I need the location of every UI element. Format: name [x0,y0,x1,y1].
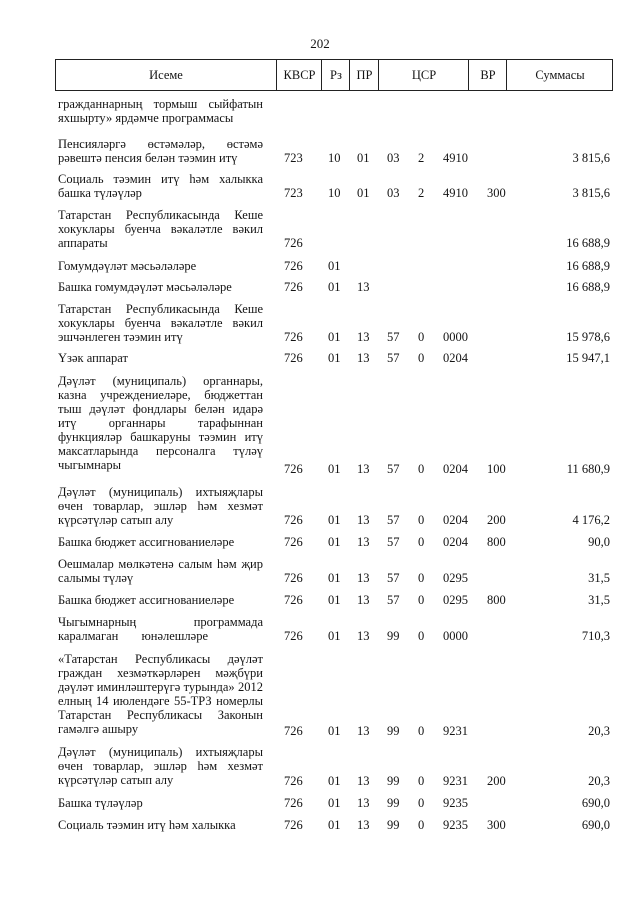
header-kvsr: КВСР [276,60,322,90]
cell-csr-1: 99 [387,774,400,788]
row-description: Татарстан Республикасында Кеше хокуклары буенча вәкаләтле вәкил аппараты [58,208,263,250]
cell-kvsr: 726 [284,259,303,273]
cell-vr: 800 [487,593,506,607]
cell-pr: 13 [357,629,370,643]
cell-csr-2: 0 [418,535,425,549]
row-description: Башка бюджет ассигнованиеләре [58,593,235,607]
cell-kvsr: 726 [284,796,303,810]
row-description: Гомумдәүләт мәсьәләләре [58,259,197,273]
cell-csr-1: 99 [387,629,400,643]
cell-kvsr: 723 [284,186,303,200]
cell-pr: 13 [357,571,370,585]
cell-csr-2: 2 [418,186,425,200]
row-description: Оешмалар мөлкәтенә салым һәм җир салымы түләү [58,557,263,585]
header-rz: Рз [321,60,350,90]
cell-kvsr: 726 [284,818,303,832]
cell-pr: 01 [357,151,370,165]
cell-pr: 13 [357,513,370,527]
cell-rz: 01 [328,571,341,585]
cell-sum: 90,0 [588,535,610,549]
cell-rz: 01 [328,774,341,788]
cell-rz: 01 [328,796,341,810]
cell-csr-1: 57 [387,330,400,344]
row-description: Чыгымнарның программада каралмаган юнәлешләре [58,615,263,643]
header-pr: ПР [349,60,379,90]
row-description: Социаль тәэмин итү һәм халыкка башка түләүләр [58,172,263,200]
cell-rz: 01 [328,351,341,365]
cell-csr-3: 9235 [443,818,468,832]
cell-csr-2: 0 [418,330,425,344]
cell-sum: 15 947,1 [566,351,610,365]
cell-vr: 300 [487,818,506,832]
cell-csr-1: 57 [387,351,400,365]
cell-csr-3: 9231 [443,724,468,738]
cell-sum: 4 176,2 [572,513,610,527]
cell-rz: 01 [328,724,341,738]
cell-sum: 20,3 [588,724,610,738]
cell-sum: 16 688,9 [566,236,610,250]
cell-kvsr: 726 [284,593,303,607]
cell-csr-2: 0 [418,513,425,527]
cell-sum: 20,3 [588,774,610,788]
row-description: Дәүләт (муниципаль) ихтыяҗлары өчен товарлар, эшләр һәм хезмәт күрсәтүләр сатып алу [58,485,263,527]
cell-sum: 690,0 [581,818,610,832]
cell-csr-1: 57 [387,462,400,476]
cell-csr-2: 0 [418,462,425,476]
cell-sum: 3 815,6 [572,151,610,165]
cell-csr-3: 4910 [443,151,468,165]
cell-vr: 200 [487,513,506,527]
header-vr: ВР [468,60,507,90]
row-description: Башка бюджет ассигнованиеләре [58,535,235,549]
cell-csr-3: 0000 [443,629,468,643]
cell-csr-2: 0 [418,774,425,788]
cell-kvsr: 726 [284,535,303,549]
cell-kvsr: 726 [284,280,303,294]
cell-sum: 710,3 [581,629,610,643]
cell-kvsr: 723 [284,151,303,165]
row-description: Башка гомумдәүләт мәсьәләләре [58,280,232,294]
cell-csr-1: 57 [387,535,400,549]
cell-csr-3: 0204 [443,513,468,527]
cell-pr: 13 [357,280,370,294]
cell-kvsr: 726 [284,462,303,476]
cell-csr-2: 0 [418,818,425,832]
cell-csr-3: 0204 [443,535,468,549]
cell-pr: 01 [357,186,370,200]
cell-kvsr: 726 [284,629,303,643]
cell-csr-1: 57 [387,513,400,527]
table-header [55,59,613,91]
row-description: «Татарстан Республикасы дәүләт граждан хезмәткәрләрен мәҗбүри дәүләт иминләштерүгә турында» 2012 елның 14 июлендәге 55-ТРЗ номерлы Татарстан Республикасы Законын гамәлгә ашыру [58,652,263,736]
cell-rz: 10 [328,186,341,200]
cell-kvsr: 726 [284,513,303,527]
cell-rz: 01 [328,259,341,273]
cell-csr-3: 0204 [443,351,468,365]
cell-rz: 01 [328,280,341,294]
cell-csr-2: 0 [418,351,425,365]
cell-csr-1: 99 [387,724,400,738]
cell-pr: 13 [357,724,370,738]
cell-rz: 01 [328,513,341,527]
cell-csr-3: 9235 [443,796,468,810]
cell-csr-1: 99 [387,818,400,832]
cell-csr-1: 03 [387,186,400,200]
page-number: 202 [310,36,330,51]
cell-csr-3: 0000 [443,330,468,344]
cell-kvsr: 726 [284,236,303,250]
cell-sum: 31,5 [588,571,610,585]
cell-pr: 13 [357,796,370,810]
cell-csr-1: 03 [387,151,400,165]
cell-csr-2: 0 [418,724,425,738]
cell-csr-3: 9231 [443,774,468,788]
cell-pr: 13 [357,593,370,607]
cell-csr-1: 57 [387,571,400,585]
row-description: Дәүләт (муниципаль) органнары, казна учреждениеләре, бюджеттан тыш дәүләт фондлары белән идарә итү органнары тарафыннан функцияләр башкаруны тәэмин итү максатларында персоналга түләү чыгымнары [58,374,263,472]
cell-vr: 100 [487,462,506,476]
cell-rz: 01 [328,818,341,832]
cell-csr-2: 0 [418,593,425,607]
cell-vr: 800 [487,535,506,549]
cell-csr-3: 0295 [443,593,468,607]
cell-csr-3: 0295 [443,571,468,585]
cell-csr-2: 0 [418,629,425,643]
cell-pr: 13 [357,535,370,549]
row-description: Социаль тәэмин итү һәм халыкка [58,818,236,832]
cell-pr: 13 [357,462,370,476]
cell-sum: 3 815,6 [572,186,610,200]
header-summasy: Суммасы [506,60,613,90]
cell-sum: 690,0 [581,796,610,810]
cell-rz: 01 [328,330,341,344]
cell-vr: 200 [487,774,506,788]
cell-kvsr: 726 [284,724,303,738]
cell-kvsr: 726 [284,351,303,365]
cell-pr: 13 [357,351,370,365]
cell-sum: 16 688,9 [566,259,610,273]
row-description: Үзәк аппарат [58,351,128,365]
cell-pr: 13 [357,818,370,832]
row-description: Башка түләүләр [58,796,143,810]
cell-csr-2: 2 [418,151,425,165]
cell-csr-2: 0 [418,571,425,585]
cell-csr-3: 0204 [443,462,468,476]
cell-rz: 10 [328,151,341,165]
cell-rz: 01 [328,462,341,476]
cell-csr-2: 0 [418,796,425,810]
cell-kvsr: 726 [284,330,303,344]
header-iseme: Исеме [149,68,183,82]
cell-rz: 01 [328,629,341,643]
cell-kvsr: 726 [284,571,303,585]
cell-kvsr: 726 [284,774,303,788]
cell-csr-1: 99 [387,796,400,810]
cell-sum: 11 680,9 [566,462,610,476]
cell-rz: 01 [328,593,341,607]
cell-rz: 01 [328,535,341,549]
row-description: Пенсияләргә өстәмәләр, өстәмә рәвештә пенсия белән тәэмин итү [58,137,263,165]
header-csr: ЦСР [378,60,469,90]
cell-csr-1: 57 [387,593,400,607]
row-description: гражданнарның тормыш сыйфатын яхшырту» ярдәмче программасы [58,97,263,125]
cell-sum: 31,5 [588,593,610,607]
cell-pr: 13 [357,330,370,344]
cell-vr: 300 [487,186,506,200]
row-description: Дәүләт (муниципаль) ихтыяҗлары өчен товарлар, эшләр һәм хезмәт күрсәтүләр сатып алу [58,745,263,787]
row-description: Татарстан Республикасында Кеше хокуклары буенча вәкаләтле вәкил эшчәнлеген тәэмин итү [58,302,263,344]
cell-pr: 13 [357,774,370,788]
cell-sum: 16 688,9 [566,280,610,294]
cell-csr-3: 4910 [443,186,468,200]
cell-sum: 15 978,6 [566,330,610,344]
